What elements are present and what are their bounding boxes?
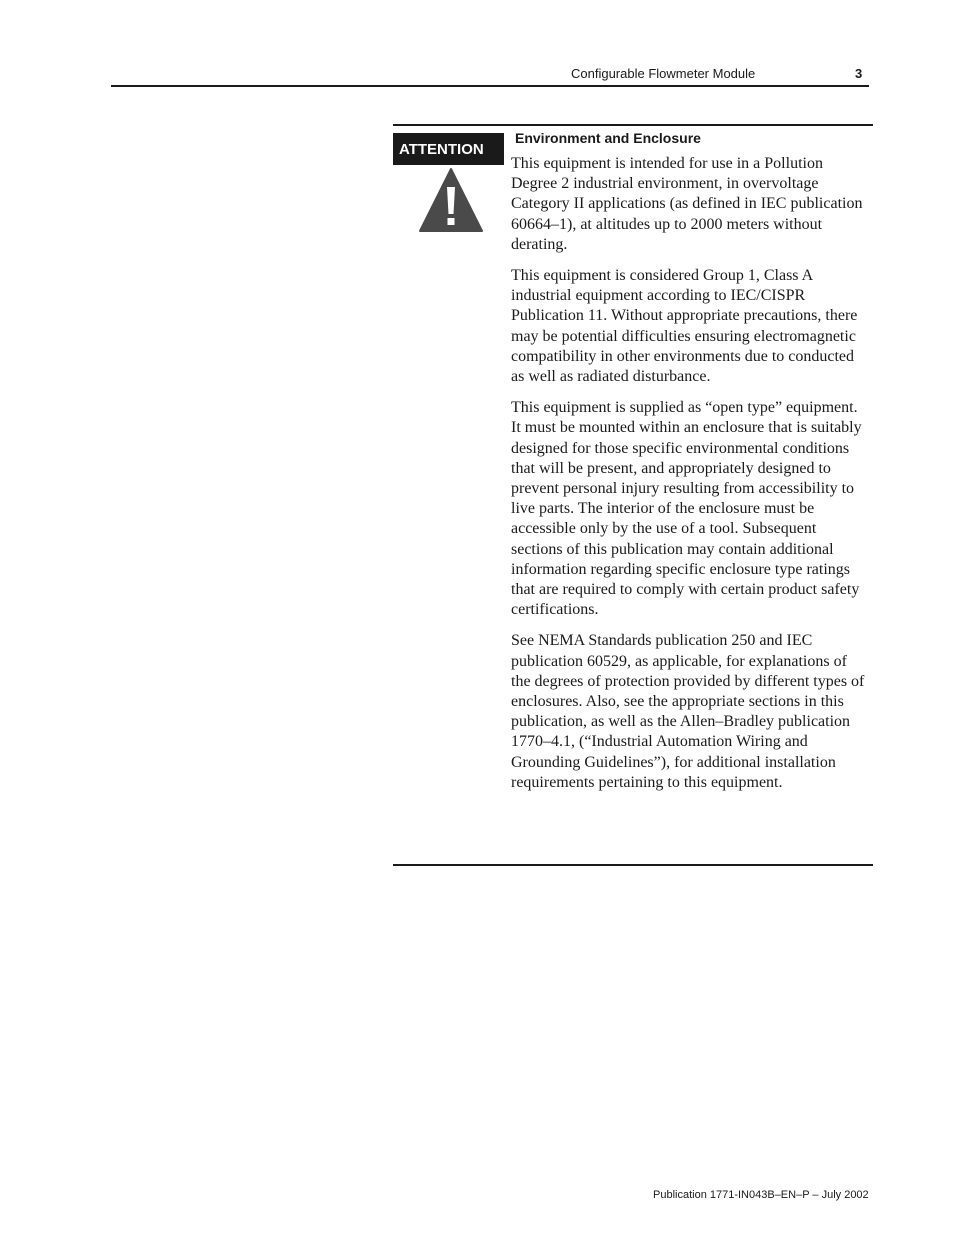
paragraph-nema-standards: See NEMA Standards publication 250 and IEC publication 60529, as applicable, for explanations of the degrees of protection provided by different types of enclosures. Also, see the appropriate sections in this publication, as well as the Allen–Bradley publication 1770–4.1, (“Industrial Automation Wiring and Grounding Guidelines”), for additional installation requirements pertaining to this equipment. bbox=[511, 632, 865, 791]
paragraph-open-type: This equipment is supplied as “open type” equipment. It must be mounted within an enclosure that is suitably designed for those specific environmental conditions that will be present, and appropriately designed to prevent personal injury resulting from accessibility to live parts. The interior of the enclosure must be accessible only by the use of a tool. Subsequent sections of this publication may contain additional information regarding specific enclosure type ratings that are required to comply with certain product safety certifications. bbox=[511, 399, 862, 619]
paragraph-emc-class: This equipment is considered Group 1, Class A industrial equipment according to IEC/CISPR Publication 11. Without appropriate precautions, there may be potential difficulties ensuring electromagnetic compatibility in other environments due to conducted as well as radiated disturbance. bbox=[511, 267, 858, 386]
page-number: 3 bbox=[855, 66, 863, 81]
attention-box-bottom-rule bbox=[393, 864, 873, 866]
publication-footer: Publication 1771-IN043B–EN–P – July 2002 bbox=[653, 1189, 869, 1201]
section-heading: Environment and Enclosure bbox=[515, 130, 701, 146]
running-header-title: Configurable Flowmeter Module bbox=[571, 66, 756, 81]
paragraph-pollution-degree: This equipment is intended for use in a Pollution Degree 2 industrial environment, in overvoltage Category II applications (as defined in IEC publication 60664–1), at altitudes up to 2000 meters without derating. bbox=[511, 155, 863, 253]
attention-label: ATTENTION bbox=[393, 133, 504, 165]
header-divider bbox=[111, 85, 869, 87]
attention-body bbox=[511, 154, 866, 804]
attention-box-top-rule bbox=[393, 124, 873, 126]
warning-triangle-icon bbox=[418, 167, 484, 233]
